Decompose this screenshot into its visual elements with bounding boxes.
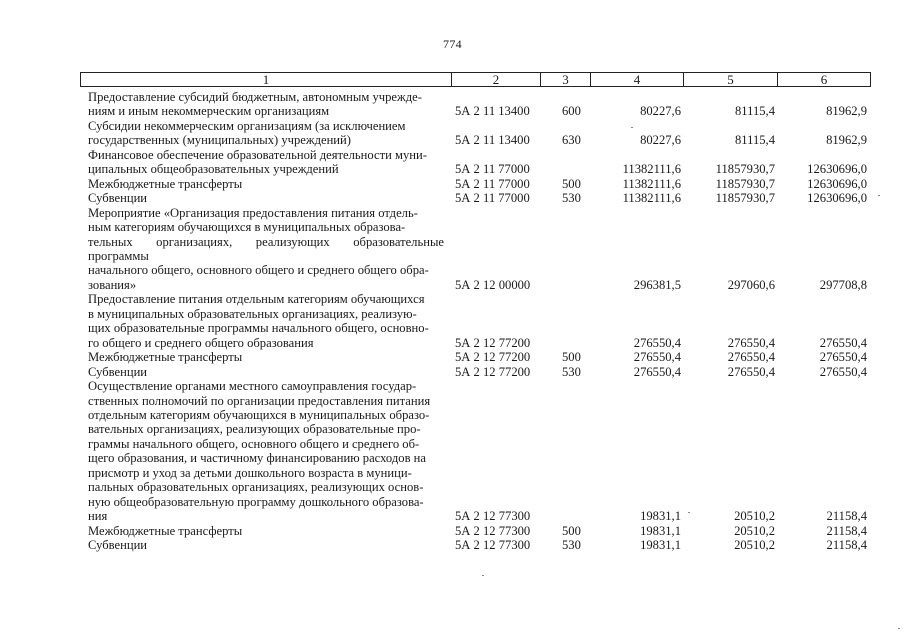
- table-row: [88, 119, 871, 148]
- scan-speck: [878, 195, 880, 196]
- row-value-5: 81115,4: [735, 104, 775, 119]
- header-col-5: 5: [684, 73, 778, 86]
- table-header: [80, 72, 871, 87]
- row-value-4: 11382111,6: [622, 162, 681, 177]
- header-col-3: 3: [541, 73, 591, 86]
- table-row: [88, 177, 871, 191]
- row-value-5: 11857930,7: [715, 176, 775, 191]
- row-name: Мероприятие «Организация предоставления питания отдель- ным категориям обучающихся в муниципальных образова- тельных организациях, реализующих образовательные программы начального общего, основного общего и среднего общего обра- зования»: [88, 205, 444, 292]
- table-row: [88, 379, 871, 524]
- scan-speck: [688, 512, 690, 513]
- table-row: [88, 191, 871, 205]
- row-value-6: 21158,4: [826, 538, 867, 553]
- row-value-5: 81115,4: [735, 133, 775, 148]
- row-value-5: 11857930,7: [715, 191, 775, 206]
- row-value-5: 276550,4: [727, 335, 775, 350]
- row-name: Предоставление питания отдельным категориям обучающихся в муниципальных образовательных организациях, реализую- щих образовательные программы начального общего, основно- го общего и среднего общего образования: [88, 292, 429, 350]
- table-row: [88, 292, 871, 350]
- row-code: 5А 2 11 77000: [455, 162, 530, 177]
- table-row: [88, 524, 871, 538]
- row-expense-type: 600: [562, 104, 581, 119]
- row-expense-type: 530: [562, 191, 581, 206]
- row-code: 5А 2 11 77000: [455, 191, 530, 206]
- row-value-6: 21158,4: [826, 509, 867, 524]
- row-name: Предоставление субсидий бюджетным, автономным учрежде- ниям и иным некоммерческим организациям: [88, 90, 422, 119]
- row-value-5: 20510,2: [734, 523, 775, 538]
- row-value-6: 81962,9: [826, 133, 867, 148]
- row-code: 5А 2 12 77300: [455, 523, 531, 538]
- table-row: [88, 206, 871, 293]
- row-code: 5А 2 11 13400: [455, 104, 530, 119]
- row-value-4: 19831,1: [640, 538, 681, 553]
- row-value-5: 276550,4: [727, 364, 775, 379]
- row-expense-type: 630: [562, 133, 581, 148]
- row-name: Субвенции: [88, 191, 148, 206]
- row-value-5: 11857930,7: [715, 162, 775, 177]
- table-body: [88, 90, 871, 553]
- row-value-4: 11382111,6: [622, 176, 681, 191]
- row-value-6: 12630696,0: [807, 162, 867, 177]
- row-code: 5А 2 12 77300: [455, 509, 531, 524]
- page-number: 774: [443, 37, 462, 51]
- row-code: 5А 2 11 77000: [455, 176, 530, 191]
- scan-speck: [898, 628, 900, 629]
- row-name: Осуществление органами местного самоуправления государ- ственных полномочий по организации предоставления питания отдельным категориям обучающихся в муниципальных образо- вательных организациях, реализующих образовательные про- граммы начального общего, основного общего и среднего об- щего образования, и частичному финансированию расходов на присмотр и уход за детьми дошкольного возраста в муници- пальных образовательных организациях, реализующих основ- ную общеобразовательную программу дошкольного образова- ния: [88, 379, 431, 524]
- scan-speck: [482, 575, 484, 576]
- table-row: [88, 350, 871, 364]
- scan-speck: [631, 127, 633, 128]
- row-value-6: 81962,9: [826, 104, 867, 119]
- row-value-6: 276550,4: [819, 335, 867, 350]
- row-name: Межбюджетные трансферты: [88, 176, 243, 191]
- row-value-4: 19831,1: [640, 509, 681, 524]
- row-value-4: 11382111,6: [622, 191, 681, 206]
- row-value-4: 276550,4: [633, 350, 681, 365]
- row-value-4: 80227,6: [640, 104, 681, 119]
- table-row: [88, 538, 871, 552]
- row-value-6: 276550,4: [819, 350, 867, 365]
- row-code: 5А 2 12 77300: [455, 538, 531, 553]
- row-code: 5А 2 11 13400: [455, 133, 530, 148]
- row-value-4: 296381,5: [633, 277, 681, 292]
- row-code: 5А 2 12 77200: [455, 350, 531, 365]
- row-name: Межбюджетные трансферты: [88, 350, 243, 365]
- table-row: [88, 365, 871, 379]
- row-value-4: 276550,4: [633, 364, 681, 379]
- row-value-6: 21158,4: [826, 523, 867, 538]
- row-value-5: 297060,6: [727, 277, 775, 292]
- row-value-5: 276550,4: [727, 350, 775, 365]
- row-value-6: 276550,4: [819, 364, 867, 379]
- row-expense-type: 530: [562, 364, 581, 379]
- row-name: Субвенции: [88, 364, 148, 379]
- row-name: Субсидии некоммерческим организациям (за исключением государственных (муниципальных) учреждений): [88, 118, 406, 148]
- row-expense-type: 500: [562, 350, 581, 365]
- row-expense-type: 500: [562, 523, 581, 538]
- row-expense-type: 500: [562, 176, 581, 191]
- row-value-4: 276550,4: [633, 335, 681, 350]
- header-col-2: 2: [452, 73, 541, 86]
- header-col-4: 4: [591, 73, 684, 86]
- row-name: Межбюджетные трансферты: [88, 523, 243, 538]
- row-code: 5А 2 12 77200: [455, 364, 531, 379]
- row-expense-type: 530: [562, 538, 581, 553]
- table-row: [88, 148, 871, 177]
- row-value-6: 297708,8: [819, 277, 867, 292]
- row-value-5: 20510,2: [734, 538, 775, 553]
- row-value-4: 19831,1: [640, 523, 681, 538]
- row-value-4: 80227,6: [640, 133, 681, 148]
- row-value-6: 12630696,0: [807, 191, 867, 206]
- table-row: [88, 90, 871, 119]
- row-value-6: 12630696,0: [807, 176, 867, 191]
- row-name: Субвенции: [88, 538, 148, 553]
- row-code: 5А 2 12 77200: [455, 335, 531, 350]
- row-value-5: 20510,2: [734, 509, 775, 524]
- row-code: 5А 2 12 00000: [455, 277, 531, 292]
- header-col-1: 1: [81, 73, 452, 86]
- row-name: Финансовое обеспечение образовательной деятельности муни- ципальных общеобразовательных учреждений: [88, 147, 427, 177]
- header-col-6: 6: [820, 72, 828, 87]
